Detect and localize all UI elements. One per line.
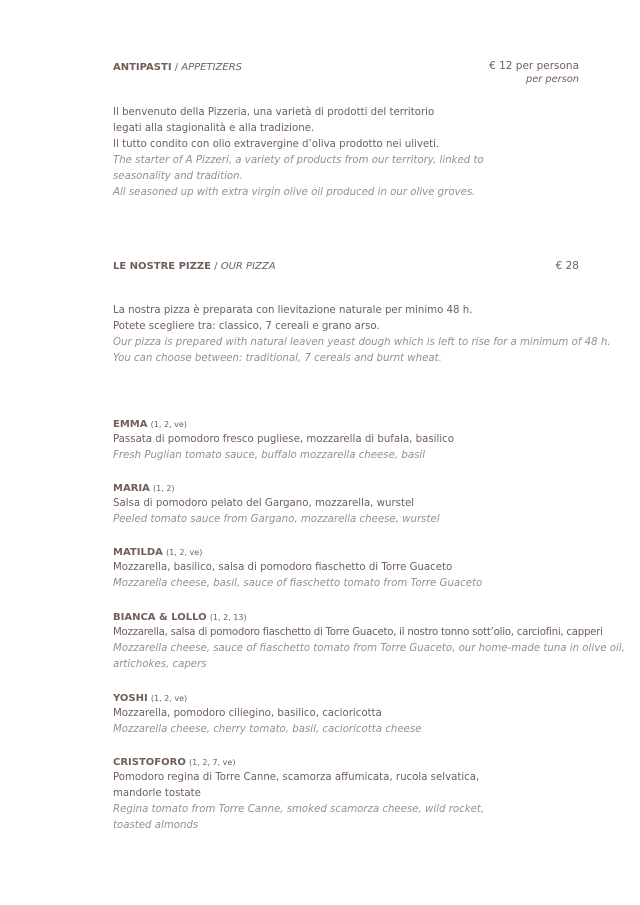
- allergen-tags: (1, 2, 7, ve): [189, 758, 236, 767]
- pizza-ingredients-en: Fresh Puglian tomato sauce, buffalo mozzarella cheese, basil: [113, 450, 426, 461]
- pizze-description: [113, 303, 611, 367]
- allergen-tags: (1, 2, ve): [166, 548, 203, 557]
- antipasti-price-block: [489, 60, 579, 86]
- pizza-item-bianca-lollo: [113, 611, 625, 673]
- antipasti-line-en: All seasoned up with extra virgin olive oil produced in our olive groves.: [113, 187, 476, 198]
- allergen-tags: (1, 2, 13): [209, 613, 247, 622]
- pizze-heading: [113, 260, 276, 274]
- pizze-line-it: Potete scegliere tra: classico, 7 cereali e grano arso.: [113, 321, 380, 332]
- pizze-sep: /: [210, 261, 221, 272]
- pizze-title-it: LE NOSTRE PIZZE: [113, 261, 211, 272]
- antipasti-line-it: legati alla stagionalità e alla tradizione.: [113, 123, 315, 134]
- pizza-name: CRISTOFORO: [113, 757, 186, 768]
- pizze-title-en: OUR PIZZA: [220, 261, 276, 272]
- pizza-ingredients-it: Mozzarella, basilico, salsa di pomodoro fiaschetto di Torre Guaceto: [113, 562, 453, 573]
- pizza-item-cristoforo: [113, 756, 484, 834]
- allergen-tags: (1, 2, ve): [150, 420, 187, 429]
- pizza-name: YOSHI: [113, 693, 148, 704]
- pizza-ingredients-en: Mozzarella cheese, cherry tomato, basil, cacioricotta cheese: [113, 724, 422, 735]
- antipasti-description: [113, 105, 484, 201]
- pizza-ingredients-en: Regina tomato from Torre Canne, smoked scamorza cheese, wild rocket,: [113, 804, 485, 815]
- pizza-ingredients-it: Passata di pomodoro fresco pugliese, mozzarella di bufala, basilico: [113, 434, 455, 445]
- antipasti-line-en: seasonality and tradition.: [113, 171, 243, 182]
- pizza-name: BIANCA & LOLLO: [113, 612, 207, 623]
- pizza-ingredients-it: mandorle tostate: [113, 788, 201, 799]
- antipasti-line-en: The starter of A Pizzeri, a variety of products from our territory, linked to: [113, 155, 484, 166]
- pizze-line-it: La nostra pizza è preparata con lievitazione naturale per minimo 48 h.: [113, 305, 473, 316]
- antipasti-line-it: Il benvenuto della Pizzeria, una varietà di prodotti del territorio: [113, 107, 435, 118]
- antipasti-title-en: APPETIZERS: [181, 62, 243, 73]
- pizza-ingredients-it: Mozzarella, pomodoro ciliegino, basilico, cacioricotta: [113, 708, 382, 719]
- pizza-ingredients-en: Mozzarella cheese, sauce of fiaschetto tomato from Torre Guaceto, our home-made tuna in olive oil,: [113, 643, 625, 654]
- antipasti-sep: /: [171, 62, 182, 73]
- pizza-ingredients-en: Peeled tomato sauce from Gargano, mozzarella cheese, wurstel: [113, 514, 440, 525]
- antipasti-price: € 12 per persona: [489, 60, 579, 72]
- pizza-name: MATILDA: [113, 547, 163, 558]
- pizza-ingredients-it: Pomodoro regina di Torre Canne, scamorza affumicata, rucola selvatica,: [113, 772, 480, 783]
- antipasti-line-it: Il tutto condito con olio extravergine d’oliva prodotto nei uliveti.: [113, 139, 440, 150]
- pizza-ingredients-en: artichokes, capers: [113, 659, 207, 670]
- antipasti-title-it: ANTIPASTI: [113, 62, 172, 73]
- pizza-ingredients-it: Mozzarella, salsa di pomodoro fiaschetto di Torre Guaceto, il nostro tonno sott’olio, carciofini, capperi: [113, 627, 603, 638]
- pizza-ingredients-en: Mozzarella cheese, basil, sauce of fiaschetto tomato from Torre Guaceto: [113, 578, 483, 589]
- pizza-name: EMMA: [113, 419, 148, 430]
- pizza-item-yoshi: [113, 692, 421, 738]
- pizza-ingredients-it: Salsa di pomodoro pelato del Gargano, mozzarella, wurstel: [113, 498, 415, 509]
- pizza-item-emma: [113, 418, 454, 464]
- pizza-ingredients-en: toasted almonds: [113, 820, 199, 831]
- pizze-line-en: You can choose between: traditional, 7 cereals and burnt wheat.: [113, 353, 442, 364]
- pizza-item-matilda: [113, 546, 482, 592]
- antipasti-heading: [113, 61, 242, 75]
- allergen-tags: (1, 2, ve): [150, 694, 188, 703]
- pizze-line-en: Our pizza is prepared with natural leaven yeast dough which is left to rise for a minimum of 48 h.: [113, 337, 611, 348]
- pizza-name: MARIA: [113, 483, 150, 494]
- pizze-price: € 28: [555, 260, 579, 272]
- pizza-item-maria: [113, 482, 440, 528]
- antipasti-price-unit: per person: [526, 74, 579, 85]
- allergen-tags: (1, 2): [153, 484, 175, 493]
